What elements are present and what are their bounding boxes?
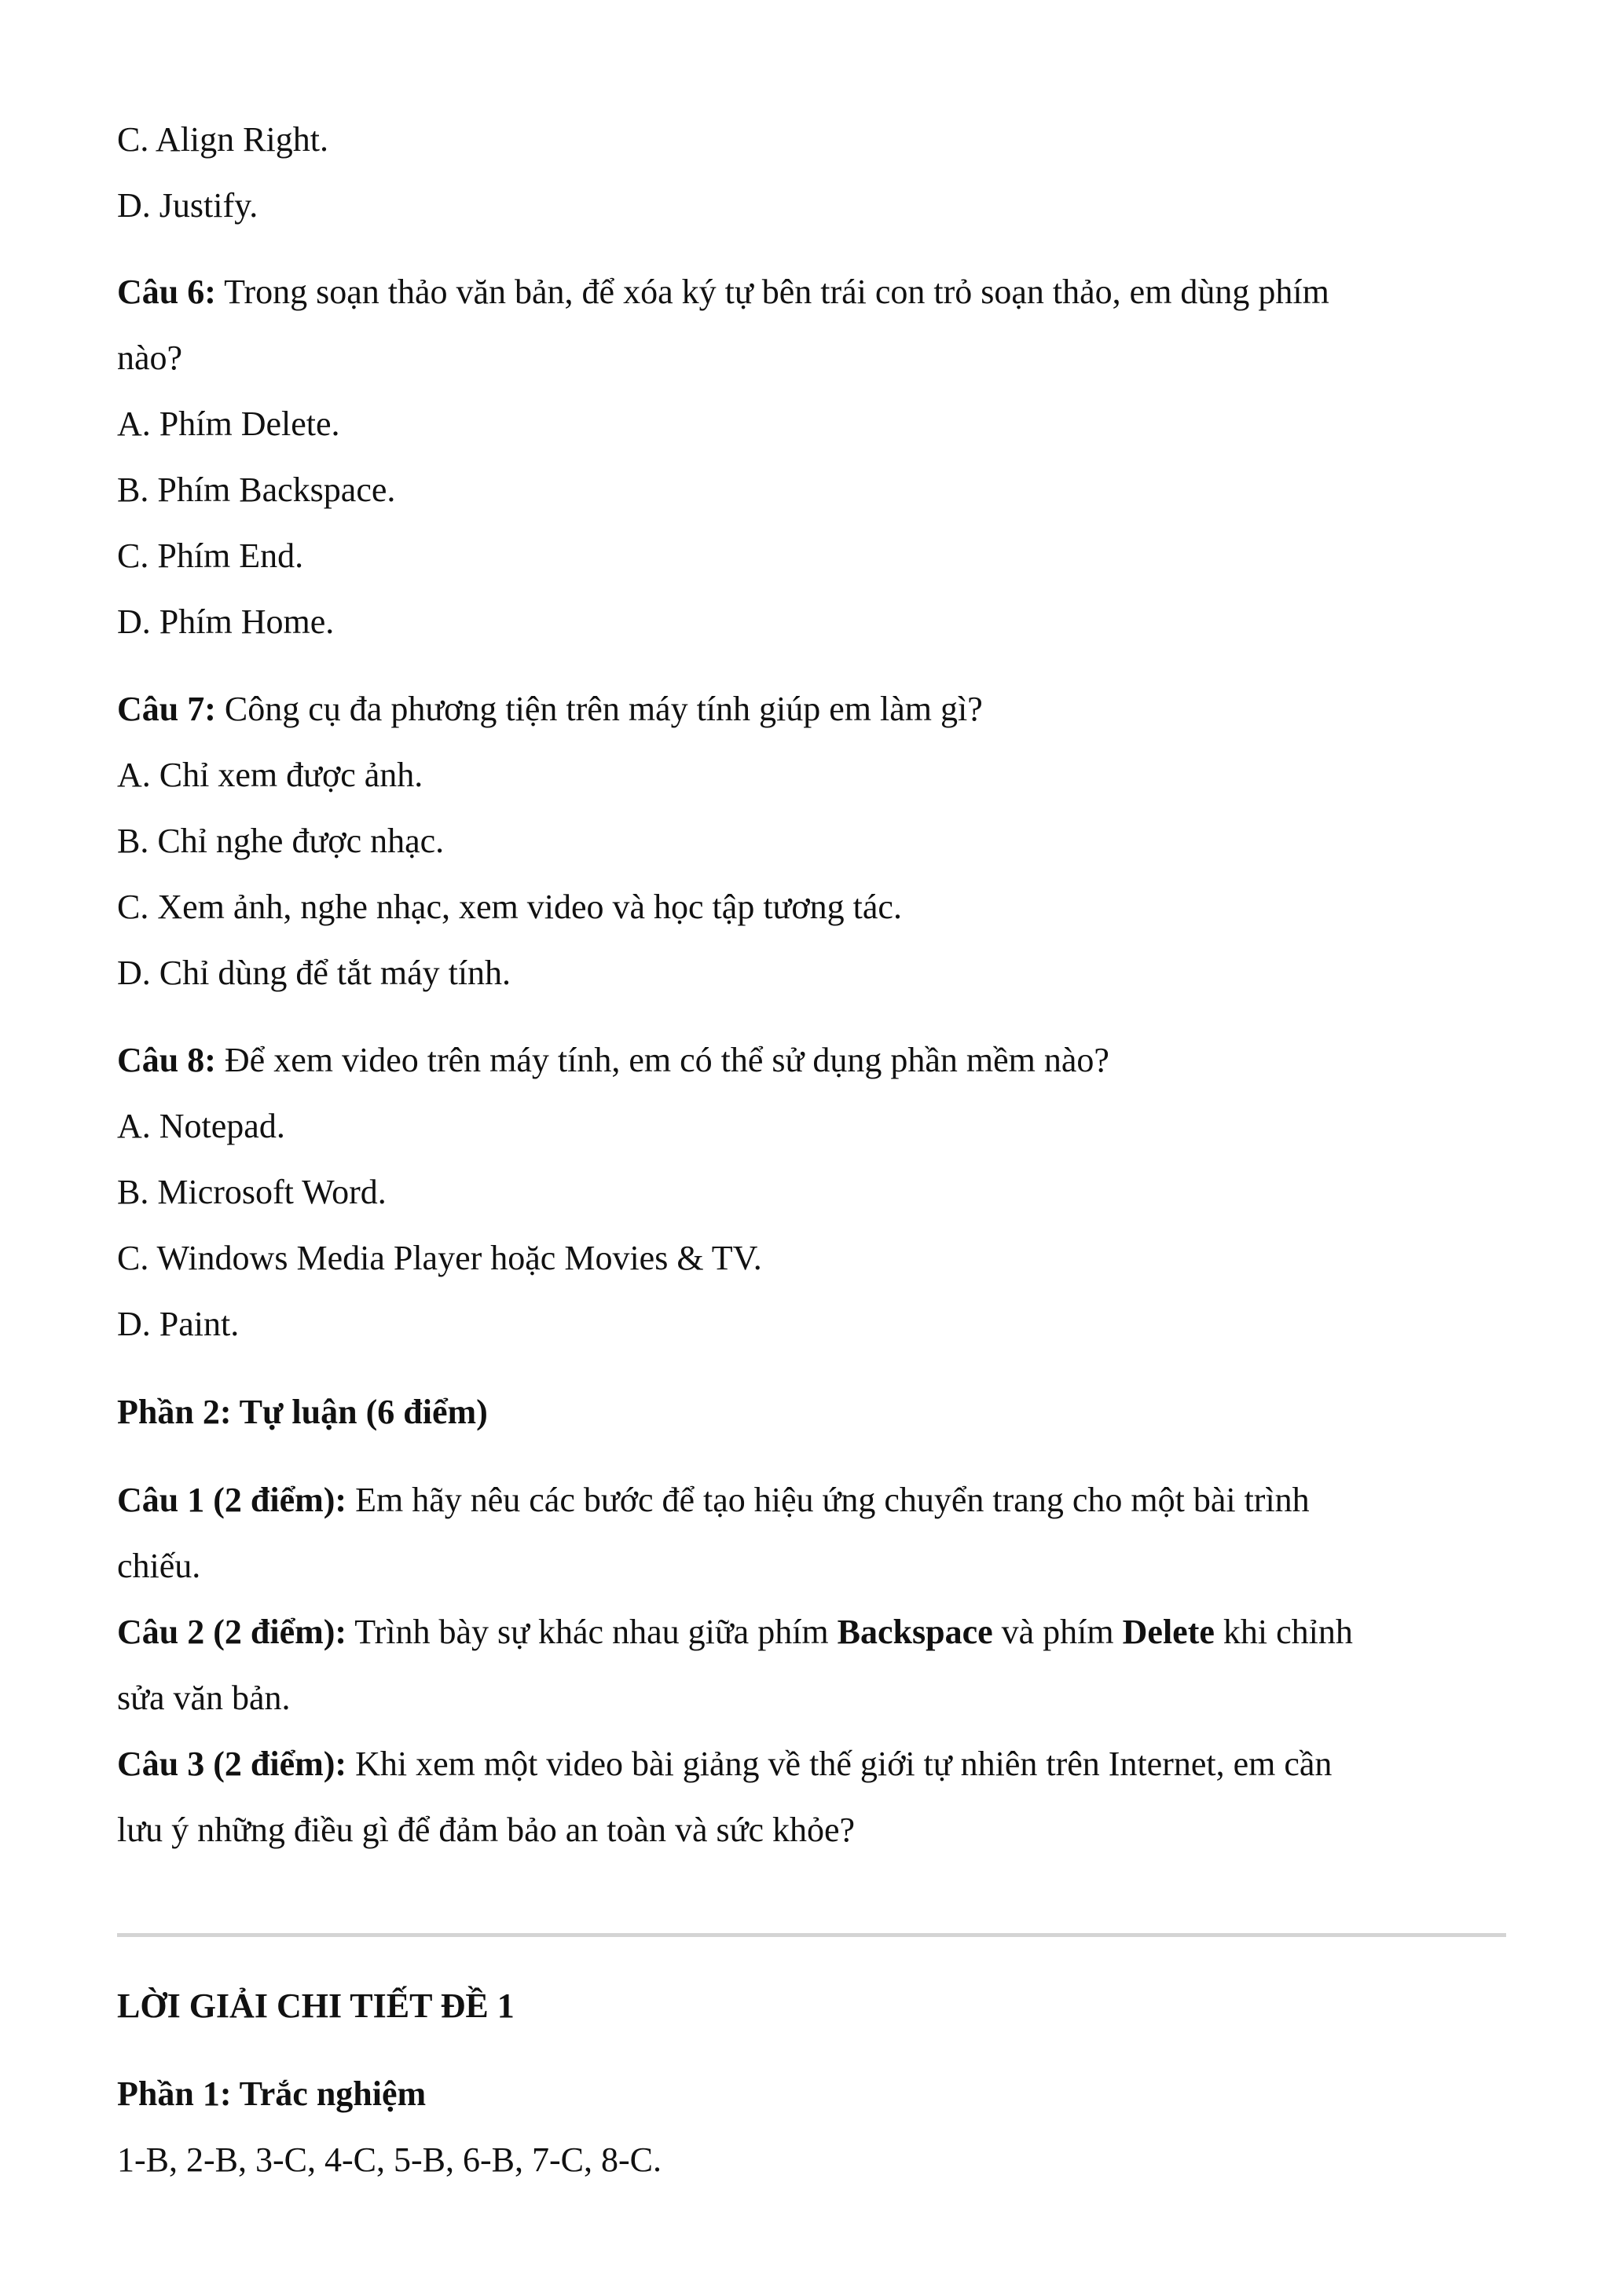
q6-option-b: B. Phím Backspace. xyxy=(117,471,396,509)
solution-part1-heading: Phần 1: Trắc nghiệm xyxy=(117,2074,427,2113)
essay-q2-delete: Delete xyxy=(1122,1613,1215,1651)
essay-q2-text-a: Trình bày sự khác nhau giữa phím xyxy=(346,1613,838,1651)
q7-option-a: A. Chỉ xem được ảnh. xyxy=(117,756,423,794)
essay-q2-text-b: và phím xyxy=(992,1613,1123,1651)
q6-question-line2: nào? xyxy=(117,339,183,377)
q8-label: Câu 8: xyxy=(117,1041,216,1079)
q5-option-d: D. Justify. xyxy=(117,186,258,225)
q6-option-d: D. Phím Home. xyxy=(117,602,335,641)
q8-option-d: D. Paint. xyxy=(117,1305,240,1343)
part2-heading: Phần 2: Tự luận (6 điểm) xyxy=(117,1393,488,1431)
section-divider xyxy=(117,1933,1506,1937)
q7-option-c: C. Xem ảnh, nghe nhạc, xem video và học tập tương tác. xyxy=(117,888,902,926)
q8-option-b: B. Microsoft Word. xyxy=(117,1173,387,1211)
q8-option-a: A. Notepad. xyxy=(117,1107,285,1145)
q5-option-c: C. Align Right. xyxy=(117,120,328,159)
essay-q3-label: Câu 3 (2 điểm): xyxy=(117,1745,347,1783)
essay-q3-text: Khi xem một video bài giảng về thế giới tự nhiên trên Internet, em cần xyxy=(346,1745,1333,1783)
q6-option-a: A. Phím Delete. xyxy=(117,405,340,443)
q6-question-line1 xyxy=(117,270,1329,314)
q6-label: Câu 6: xyxy=(117,273,216,311)
q7-text: Công cụ đa phương tiện trên máy tính giúp em làm gì? xyxy=(215,690,983,728)
answer-key: 1-B, 2-B, 3-C, 4-C, 5-B, 6-B, 7-C, 8-C. xyxy=(117,2140,662,2179)
essay-q2-line2: sửa văn bản. xyxy=(117,1679,291,1717)
essay-q2-label: Câu 2 (2 điểm): xyxy=(117,1613,347,1651)
essay-q3-line2: lưu ý những điều gì để đảm bảo an toàn và sức khỏe? xyxy=(117,1811,856,1849)
q8-option-c: C. Windows Media Player hoặc Movies & TV. xyxy=(117,1239,762,1277)
essay-q3-line1 xyxy=(117,1742,1332,1786)
q6-option-c: C. Phím End. xyxy=(117,536,304,575)
essay-q2-line1 xyxy=(117,1610,1353,1654)
solution-heading: LỜI GIẢI CHI TIẾT ĐỀ 1 xyxy=(117,1987,515,2025)
essay-q1-text: Em hãy nêu các bước để tạo hiệu ứng chuyển trang cho một bài trình xyxy=(346,1481,1310,1519)
essay-q1-line1 xyxy=(117,1478,1310,1522)
q7-option-b: B. Chỉ nghe được nhạc. xyxy=(117,822,445,860)
q7-question xyxy=(117,687,983,731)
q6-text: Trong soạn thảo văn bản, để xóa ký tự bên trái con trỏ soạn thảo, em dùng phím xyxy=(215,273,1329,311)
q8-question xyxy=(117,1038,1109,1082)
q7-label: Câu 7: xyxy=(117,690,216,728)
essay-q1-label: Câu 1 (2 điểm): xyxy=(117,1481,347,1519)
essay-q1-line2: chiếu. xyxy=(117,1547,201,1585)
essay-q2-text-c: khi chỉnh xyxy=(1214,1613,1353,1651)
essay-q2-backspace: Backspace xyxy=(837,1613,993,1651)
q8-text: Để xem video trên máy tính, em có thể sử dụng phần mềm nào? xyxy=(215,1041,1109,1079)
q7-option-d: D. Chỉ dùng để tắt máy tính. xyxy=(117,954,511,992)
